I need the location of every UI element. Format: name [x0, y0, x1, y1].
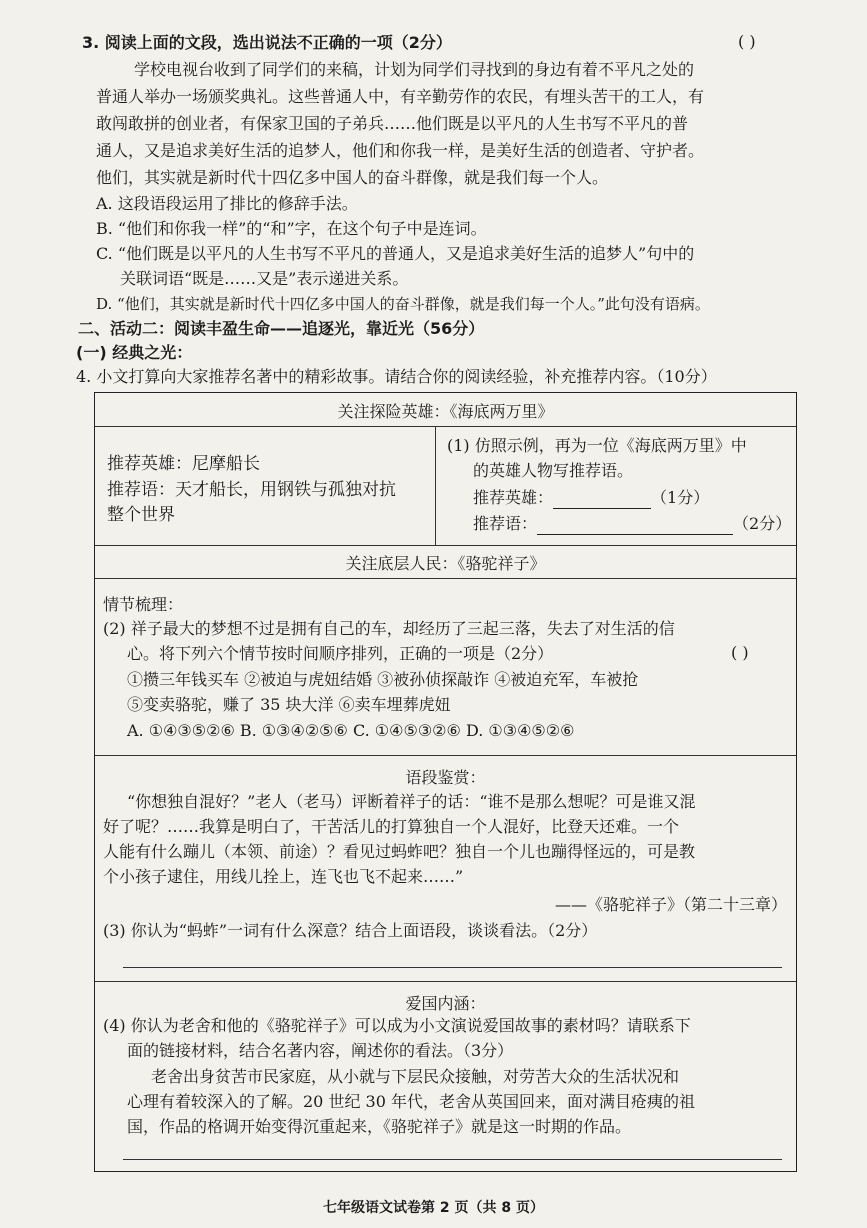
material-line: 国，作品的格调开始变得沉重起来，《骆驼祥子》就是这一时期的作品。 — [127, 1117, 632, 1136]
task1-rec-score: （2分） — [733, 514, 792, 533]
task2-prompt-cont: 心。将下列六个情节按时间顺序排列，正确的一项是（2分） — [127, 644, 554, 663]
table-title-camel: 关注底层人民：《骆驼祥子》 — [345, 554, 546, 573]
q4-stem: 4. 小文打算向大家推荐名著中的精彩故事。请结合你的阅读经验，补充推荐内容。（10分） — [76, 367, 717, 386]
q3-passage-line: 敢闯敢拼的创业者，有保家卫国的子弟兵……他们既是以平凡的人生书写不平凡的普 — [96, 114, 689, 133]
q3-option-d: D. “他们，其实就是新时代十四亿多中国人的奋斗群像，就是我们每一个人。”此句没有语病。 — [96, 295, 710, 313]
appreciation-title: 语段鉴赏： — [405, 768, 486, 787]
task2-events: ①攒三年钱买车 ②被迫与虎妞结婚 ③被孙侦探敲诈 ④被迫充军，车被抢 — [127, 670, 639, 689]
q3-option-a: A. 这段语段运用了排比的修辞手法。 — [96, 194, 358, 213]
q3-option-b: B. “他们和你我一样”的“和”字，在这个句子中是连词。 — [96, 219, 487, 238]
section2-subheading: (一) 经典之光： — [76, 343, 193, 362]
task2-events-cont: ⑤变卖骆驼，赚了 35 块大洋 ⑥卖车埋葬虎妞 — [127, 695, 451, 714]
task1-rec-label: 推荐语： — [473, 514, 538, 533]
task4-prompt-cont: 面的链接材料，结合名著内容，阐述你的看法。（3分） — [127, 1041, 514, 1060]
task1-hero-blank[interactable] — [553, 508, 651, 509]
example-hero: 推荐英雄：尼摩船长 — [107, 454, 260, 474]
task1-hero-score: （1分） — [651, 488, 710, 507]
task4-prompt: (4) 你认为老舍和他的《骆驼祥子》可以成为小文演说爱国故事的素材吗？请联系下 — [103, 1016, 691, 1035]
quote-source: ——《骆驼祥子》（第二十三章） — [555, 895, 788, 914]
material-line: 老舍出身贫苦市民家庭，从小就与下层民众接触，对劳苦大众的生活状况和 — [151, 1067, 680, 1086]
quote-line: “你想独自混好？”老人（老马）评断着祥子的话：“谁不是那么想呢？可是谁又混 — [127, 792, 696, 811]
task3-prompt: (3) 你认为“蚂蚱”一词有什么深意？结合上面语段，谈谈看法。（2分） — [103, 921, 598, 940]
q3-passage-line: 学校电视台收到了同学们的来稿，计划为同学们寻找到的身边有着不平凡之处的 — [134, 60, 695, 79]
task1-rec-row — [473, 513, 791, 535]
recommendation-table — [94, 392, 797, 1172]
example-recommendation: 推荐语：天才船长，用钢铁与孤独对抗 — [107, 480, 396, 500]
plot-label: 情节梳理： — [103, 595, 184, 614]
table-title-adventure: 关注探险英雄：《海底两万里》 — [337, 402, 554, 421]
example-recommendation-cont: 整个世界 — [107, 505, 175, 525]
quote-line: 好了呢？……我算是明白了，干苦活儿的打算独自一个人混好，比登天还难。一个 — [103, 817, 680, 836]
q3-passage-line: 普通人举办一场颁奖典礼。这些普通人中，有辛勤劳作的农民，有埋头苦干的工人，有 — [96, 87, 705, 106]
task2-prompt: (2) 祥子最大的梦想不过是拥有自己的车，却经历了三起三落，失去了对生活的信 — [103, 619, 675, 638]
q3-passage-line: 通人，又是追求美好生活的追梦人，他们和你我一样，是美好生活的创造者、守护者。 — [96, 141, 705, 160]
task1-prompt-cont: 的英雄人物写推荐语。 — [473, 461, 634, 480]
quote-line: 个小孩子逮住，用线儿拴上，连飞也飞不起来……” — [103, 867, 464, 886]
task3-answer-line[interactable] — [123, 967, 782, 968]
q3-answer-paren[interactable]: ( ) — [738, 32, 756, 51]
task1-rec-blank[interactable] — [537, 534, 733, 535]
q3-option-c-cont: 关联词语“既是……又是”表示递进关系。 — [120, 269, 409, 288]
task1-hero-row — [473, 487, 709, 509]
quote-line: 人能有什么蹦儿（本领、前途）？看见过蚂蚱吧？独自一个儿也蹦得怪远的，可是教 — [103, 842, 696, 861]
q3-passage-line: 他们，其实就是新时代十四亿多中国人的奋斗群像，就是我们每一个人。 — [96, 168, 609, 187]
task4-answer-line[interactable] — [123, 1159, 782, 1160]
patriot-title: 爱国内涵： — [405, 994, 486, 1013]
task2-answer-paren[interactable]: ( ) — [731, 643, 749, 662]
page-footer: 七年级语文试卷第 2 页（共 8 页） — [323, 1200, 544, 1216]
material-line: 心理有着较深入的了解。20 世纪 30 年代，老舍从英国回来，面对满目疮痍的祖 — [127, 1092, 695, 1111]
q3-stem: 3. 阅读上面的文段，选出说法不正确的一项（2分） — [82, 33, 452, 52]
task1-prompt: (1) 仿照示例，再为一位《海底两万里》中 — [447, 436, 747, 455]
section2-heading: 二、活动二：阅读丰盈生命——追逐光，靠近光（56分） — [78, 319, 485, 338]
task2-choices: A. ①④③⑤②⑥ B. ①③④②⑤⑥ C. ①④⑤③②⑥ D. ①③④⑤②⑥ — [127, 721, 575, 740]
task1-hero-label: 推荐英雄： — [473, 488, 554, 507]
q3-option-c: C. “他们既是以平凡的人生书写不平凡的普通人，又是追求美好生活的追梦人”句中的 — [96, 244, 695, 263]
